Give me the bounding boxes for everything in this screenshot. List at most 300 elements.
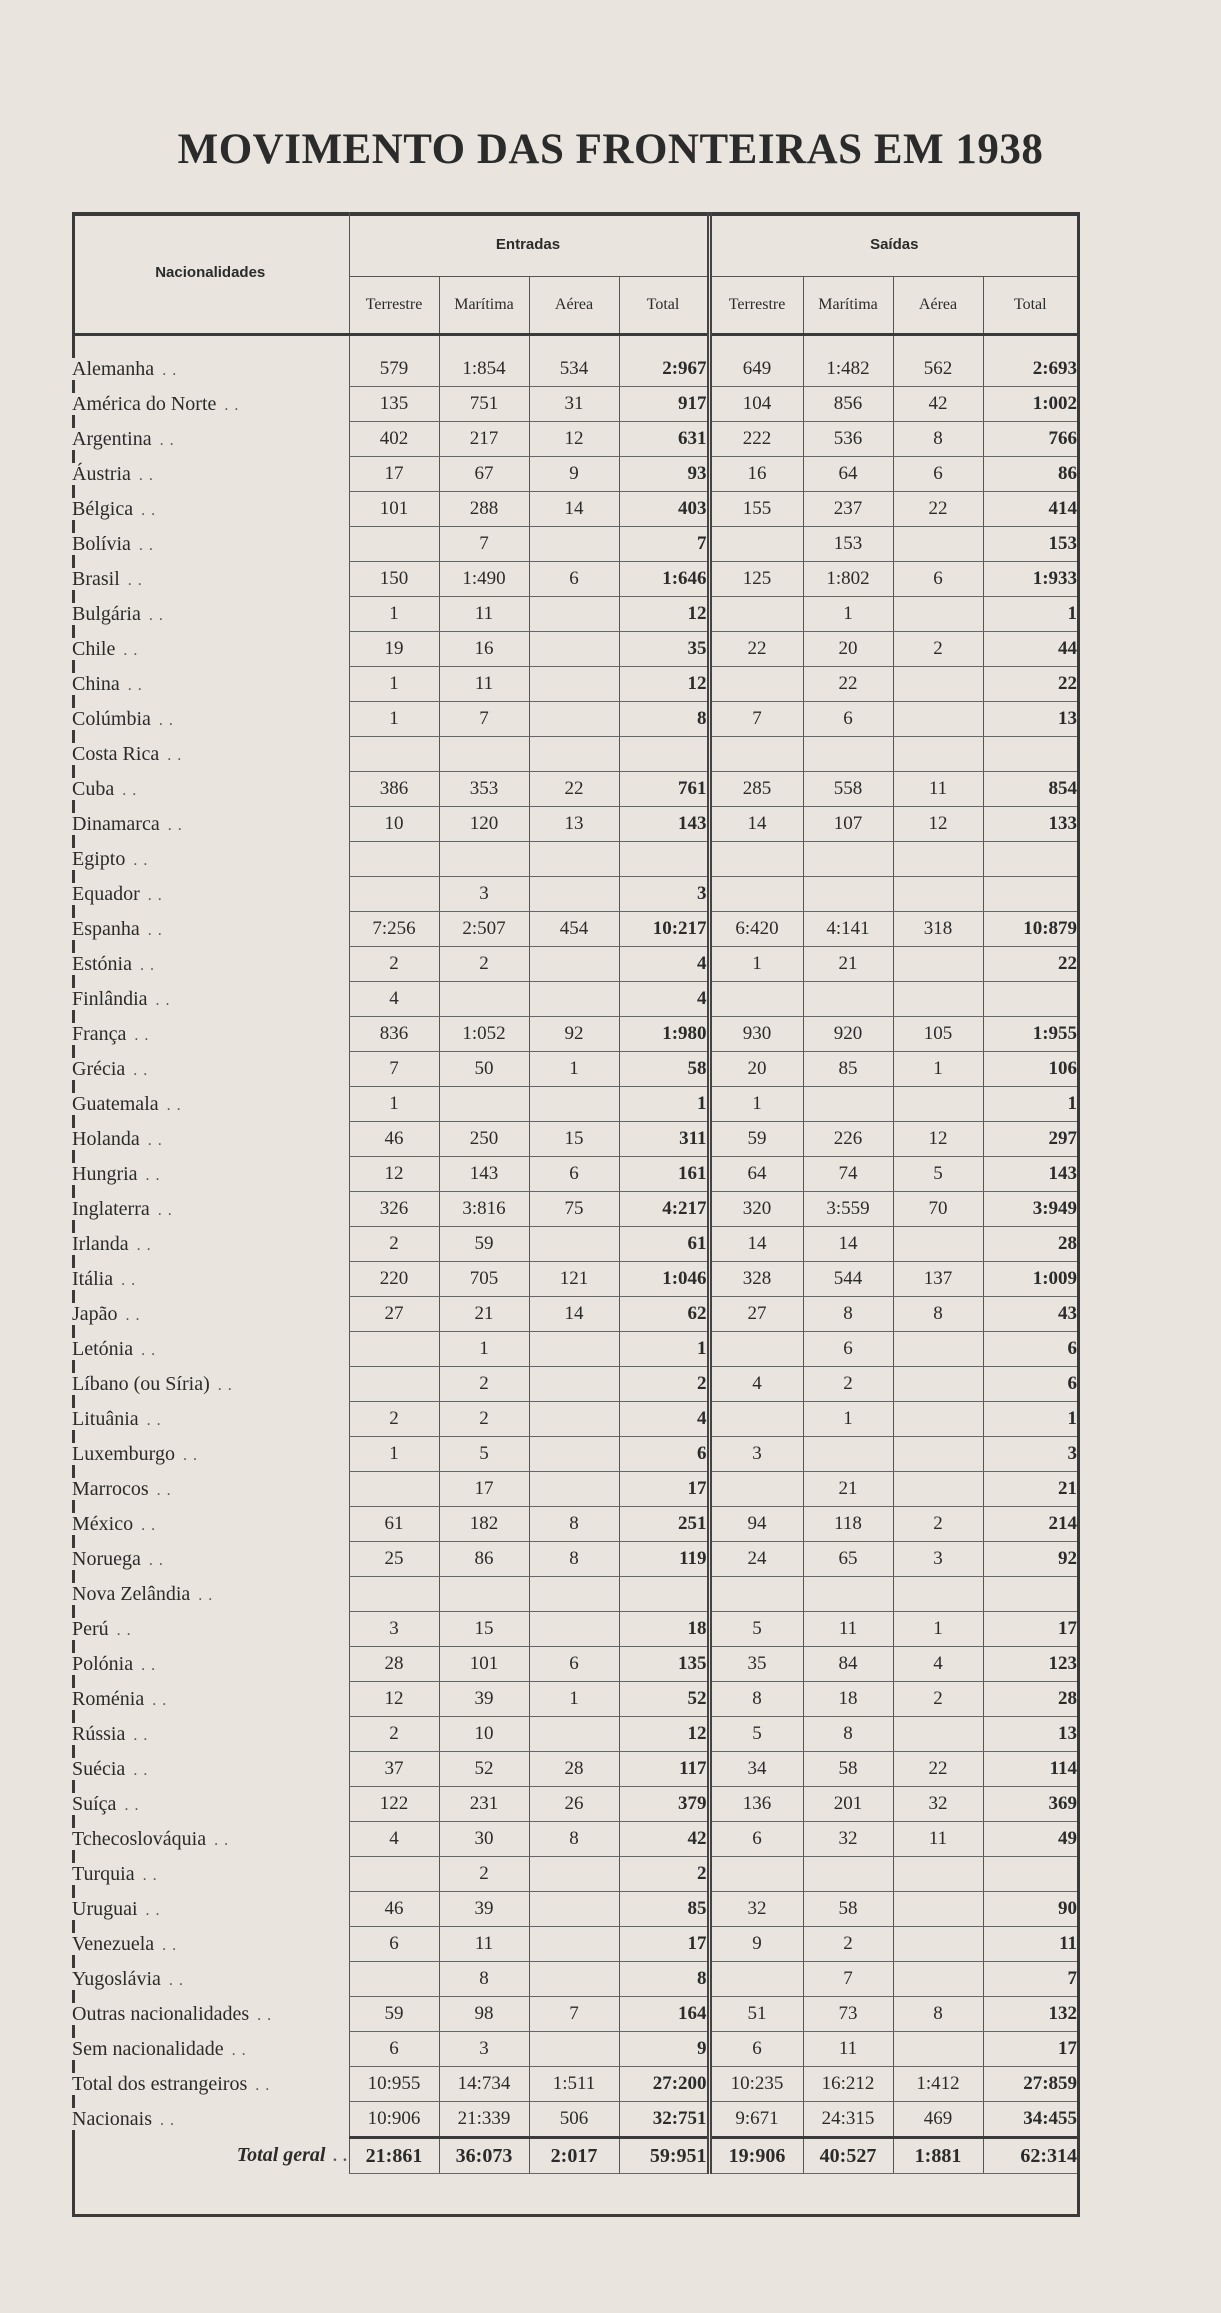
leader-dots: . . <box>250 2076 271 2094</box>
value-cell: 10:955 <box>349 2067 439 2102</box>
nationality-name <box>72 1262 349 1297</box>
value-cell: 6 <box>619 1437 709 1472</box>
value-cell: 28 <box>983 1682 1077 1717</box>
table-row <box>72 1192 1077 1227</box>
value-cell <box>529 842 619 877</box>
value-cell: 13 <box>983 702 1077 737</box>
leader-dots: . . <box>136 1341 157 1359</box>
value-cell: 161 <box>619 1157 709 1192</box>
value-cell: 311 <box>619 1122 709 1157</box>
value-cell: 64 <box>709 1157 803 1192</box>
value-cell <box>893 2032 983 2067</box>
nationality-name <box>72 1297 349 1332</box>
value-cell: 7 <box>439 527 529 562</box>
value-cell: 414 <box>983 492 1077 527</box>
value-cell <box>803 842 893 877</box>
value-cell: 26 <box>529 1787 619 1822</box>
row-label: Venezuela <box>72 1933 157 1955</box>
value-cell: 114 <box>983 1752 1077 1787</box>
value-cell <box>893 1962 983 1997</box>
leader-dots: . . <box>122 676 143 694</box>
table-row <box>72 562 1077 597</box>
value-cell: 6 <box>803 702 893 737</box>
row-label: Alemanha <box>72 358 157 380</box>
leader-dots: . . <box>137 1866 158 1884</box>
value-cell: 11 <box>803 1612 893 1647</box>
value-cell: 5 <box>893 1157 983 1192</box>
leader-dots: . . <box>153 711 174 729</box>
value-cell: 10:879 <box>983 912 1077 947</box>
value-cell <box>439 737 529 772</box>
value-cell: 4:141 <box>803 912 893 947</box>
value-cell: 51 <box>709 1997 803 2032</box>
value-cell: 59 <box>709 1122 803 1157</box>
leader-dots: . . <box>136 1516 157 1534</box>
table-row <box>72 737 1077 772</box>
value-cell <box>619 1577 709 1612</box>
value-cell: 854 <box>983 772 1077 807</box>
nationality-name <box>72 1192 349 1227</box>
value-cell: 386 <box>349 772 439 807</box>
row-label: Egipto <box>72 848 128 870</box>
row-label: Chile <box>72 638 118 660</box>
leader-dots: . . <box>163 1971 184 1989</box>
value-cell <box>529 1927 619 1962</box>
leader-dots: . . <box>111 1621 132 1639</box>
value-cell <box>349 527 439 562</box>
value-cell <box>893 1332 983 1367</box>
value-cell: 92 <box>529 1017 619 1052</box>
nationality-name <box>72 1612 349 1647</box>
value-cell: 46 <box>349 1892 439 1927</box>
leader-dots: . . <box>252 2006 273 2024</box>
nationality-name <box>72 1332 349 1367</box>
value-cell <box>349 842 439 877</box>
value-cell: 11 <box>439 667 529 702</box>
value-cell: 61 <box>349 1507 439 1542</box>
row-label: Bélgica <box>72 498 136 520</box>
value-cell <box>893 842 983 877</box>
value-cell: 135 <box>619 1647 709 1682</box>
value-cell <box>529 597 619 632</box>
nationality-name <box>72 1997 349 2032</box>
value-cell: 7 <box>803 1962 893 1997</box>
value-cell <box>983 1577 1077 1612</box>
value-cell: 17 <box>619 1927 709 1962</box>
nationality-name <box>72 1052 349 1087</box>
value-cell <box>439 1087 529 1122</box>
value-cell: 153 <box>803 527 893 562</box>
value-cell: 1 <box>349 702 439 737</box>
value-cell <box>529 632 619 667</box>
leader-dots: . . <box>122 571 143 589</box>
value-cell: 32:751 <box>619 2102 709 2138</box>
value-cell <box>709 1962 803 1997</box>
value-cell: 37 <box>349 1752 439 1787</box>
value-cell: 15 <box>529 1122 619 1157</box>
value-cell: 454 <box>529 912 619 947</box>
leader-dots: . . <box>143 606 164 624</box>
row-label: Perú <box>72 1618 112 1640</box>
value-cell: 8 <box>893 1297 983 1332</box>
row-label: Total dos estrangeiros <box>72 2073 250 2095</box>
row-label: Espanha <box>72 918 143 940</box>
value-cell: 182 <box>439 1507 529 1542</box>
table-row <box>72 1402 1077 1437</box>
value-cell <box>893 1577 983 1612</box>
value-cell: 7 <box>709 702 803 737</box>
row-label: Suíça <box>72 1793 119 1815</box>
nationality-name <box>72 1927 349 1962</box>
nationality-name <box>72 457 349 492</box>
value-cell: 150 <box>349 562 439 597</box>
value-cell <box>803 982 893 1017</box>
value-cell: 86 <box>439 1542 529 1577</box>
table-row <box>72 1927 1077 1962</box>
value-cell <box>983 737 1077 772</box>
table-row <box>72 2032 1077 2067</box>
value-cell: 164 <box>619 1997 709 2032</box>
table-row <box>72 912 1077 947</box>
leader-dots: . . <box>154 431 175 449</box>
value-cell: 12 <box>349 1682 439 1717</box>
value-cell: 3:559 <box>803 1192 893 1227</box>
value-cell: 18 <box>803 1682 893 1717</box>
value-cell: 58 <box>803 1752 893 1787</box>
value-cell <box>529 1087 619 1122</box>
value-cell: 12 <box>619 667 709 702</box>
value-cell <box>529 702 619 737</box>
leader-dots: . . <box>135 956 155 974</box>
leader-dots: . . <box>212 1376 233 1394</box>
value-cell: 3 <box>893 1542 983 1577</box>
value-cell: 917 <box>619 387 709 422</box>
nationality-name <box>72 1822 349 1857</box>
value-cell: 49 <box>983 1822 1077 1857</box>
value-cell: 155 <box>709 492 803 527</box>
value-cell: 353 <box>439 772 529 807</box>
nationality-name <box>72 1472 349 1507</box>
table-row <box>72 807 1077 842</box>
leader-dots: . . <box>209 1831 230 1849</box>
header-entries-total: Total <box>619 277 709 335</box>
row-label: Hungria <box>72 1163 141 1185</box>
value-cell: 6 <box>893 562 983 597</box>
nationality-name <box>72 1542 349 1577</box>
value-cell <box>893 877 983 912</box>
value-cell: 117 <box>619 1752 709 1787</box>
value-cell: 3 <box>439 2032 529 2067</box>
value-cell <box>893 1857 983 1892</box>
nationality-name <box>72 1682 349 1717</box>
table-row <box>72 1087 1077 1122</box>
value-cell: 328 <box>709 1262 803 1297</box>
value-cell: 6 <box>529 1647 619 1682</box>
value-cell: 17 <box>983 1612 1077 1647</box>
nationality-name <box>72 737 349 772</box>
value-cell: 22 <box>709 632 803 667</box>
table-row <box>72 1822 1077 1857</box>
value-cell: 70 <box>893 1192 983 1227</box>
value-cell: 201 <box>803 1787 893 1822</box>
value-cell: 104 <box>709 387 803 422</box>
value-cell: 2 <box>893 1507 983 1542</box>
value-cell <box>529 947 619 982</box>
value-cell: 1:046 <box>619 1262 709 1297</box>
value-cell: 22 <box>893 1752 983 1787</box>
value-cell: 74 <box>803 1157 893 1192</box>
value-cell: 39 <box>439 1892 529 1927</box>
leader-dots: . . <box>147 1691 168 1709</box>
value-cell: 17 <box>439 1472 529 1507</box>
table-row <box>72 2102 1077 2138</box>
nationality-name <box>72 842 349 877</box>
value-cell: 5 <box>709 1612 803 1647</box>
value-cell: 119 <box>619 1542 709 1577</box>
value-cell: 12 <box>619 597 709 632</box>
value-cell: 4 <box>709 1367 803 1402</box>
value-cell: 1 <box>529 1682 619 1717</box>
value-cell: 85 <box>619 1892 709 1927</box>
value-cell: 1:002 <box>983 387 1077 422</box>
table-row <box>72 1857 1077 1892</box>
value-cell: 920 <box>803 1017 893 1052</box>
value-cell: 10:217 <box>619 912 709 947</box>
value-cell: 761 <box>619 772 709 807</box>
value-cell: 1 <box>709 947 803 982</box>
value-cell: 8 <box>529 1822 619 1857</box>
value-cell: 35 <box>619 632 709 667</box>
value-cell <box>709 1332 803 1367</box>
value-cell: 3 <box>619 877 709 912</box>
value-cell <box>349 1472 439 1507</box>
row-label: Colúmbia <box>72 708 154 730</box>
leader-dots: . . <box>142 1131 163 1149</box>
row-label: Nacionais <box>72 2108 155 2130</box>
value-cell: 14 <box>529 1297 619 1332</box>
table-row <box>72 1437 1077 1472</box>
value-cell <box>529 2032 619 2067</box>
value-cell: 58 <box>619 1052 709 1087</box>
value-cell <box>803 1087 893 1122</box>
value-cell: 10 <box>349 807 439 842</box>
value-cell: 4 <box>619 982 709 1017</box>
value-cell: 1 <box>893 1612 983 1647</box>
value-cell <box>349 737 439 772</box>
value-cell: 231 <box>439 1787 529 1822</box>
value-cell: 2 <box>439 1402 529 1437</box>
value-cell: 32 <box>893 1787 983 1822</box>
row-label: Total geral <box>237 2144 329 2166</box>
value-cell <box>893 1717 983 1752</box>
value-cell: 11 <box>803 2032 893 2067</box>
value-cell: 6:420 <box>709 912 803 947</box>
value-cell <box>619 737 709 772</box>
leader-dots: . . <box>143 1551 164 1569</box>
value-cell: 98 <box>439 1997 529 2032</box>
value-cell: 135 <box>349 387 439 422</box>
nationality-name <box>72 1892 349 1927</box>
nationality-name <box>72 492 349 527</box>
value-cell: 4 <box>619 947 709 982</box>
value-cell: 153 <box>983 527 1077 562</box>
value-cell: 15 <box>439 1612 529 1647</box>
value-cell <box>529 527 619 562</box>
value-cell: 11 <box>893 1822 983 1857</box>
nationality-name <box>72 1437 349 1472</box>
nationality-name <box>72 667 349 702</box>
value-cell: 8 <box>803 1297 893 1332</box>
value-cell: 20 <box>803 632 893 667</box>
row-label: Itália <box>72 1268 116 1290</box>
value-cell: 536 <box>803 422 893 457</box>
value-cell <box>529 1367 619 1402</box>
value-cell: 1 <box>529 1052 619 1087</box>
value-cell: 4 <box>349 982 439 1017</box>
value-cell <box>529 1332 619 1367</box>
value-cell: 17 <box>349 457 439 492</box>
value-cell: 3 <box>349 1612 439 1647</box>
value-cell: 2 <box>893 632 983 667</box>
value-cell: 43 <box>983 1297 1077 1332</box>
row-label: Holanda <box>72 1128 143 1150</box>
value-cell: 1:881 <box>893 2138 983 2174</box>
row-label: Rússia <box>72 1723 128 1745</box>
row-label: Argentina <box>72 428 155 450</box>
value-cell: 6 <box>349 2032 439 2067</box>
value-cell: 237 <box>803 492 893 527</box>
value-cell: 28 <box>983 1227 1077 1262</box>
value-cell: 120 <box>439 807 529 842</box>
value-cell: 1 <box>349 1087 439 1122</box>
value-cell: 32 <box>709 1892 803 1927</box>
row-label: México <box>72 1513 136 1535</box>
value-cell <box>709 667 803 702</box>
value-cell <box>983 842 1077 877</box>
value-cell <box>709 842 803 877</box>
value-cell: 101 <box>439 1647 529 1682</box>
value-cell: 8 <box>619 702 709 737</box>
value-cell: 7 <box>619 527 709 562</box>
row-label: Bulgária <box>72 603 144 625</box>
value-cell: 4 <box>893 1647 983 1682</box>
value-cell: 21 <box>439 1297 529 1332</box>
value-cell: 121 <box>529 1262 619 1297</box>
leader-dots: . . <box>129 1026 150 1044</box>
value-cell: 16 <box>709 457 803 492</box>
value-cell <box>709 877 803 912</box>
value-cell: 90 <box>983 1892 1077 1927</box>
value-cell: 14:734 <box>439 2067 529 2102</box>
value-cell: 2:967 <box>619 352 709 387</box>
nationality-name <box>72 352 349 387</box>
nationality-name <box>72 1962 349 1997</box>
value-cell: 46 <box>349 1122 439 1157</box>
value-cell: 19 <box>349 632 439 667</box>
grand-total-label <box>72 2138 349 2174</box>
nationality-name <box>72 1752 349 1787</box>
value-cell: 1 <box>619 1332 709 1367</box>
table-row <box>72 1962 1077 1997</box>
row-label: Suécia <box>72 1758 128 1780</box>
value-cell: 17 <box>619 1472 709 1507</box>
header-exits-total: Total <box>983 277 1077 335</box>
value-cell <box>439 1577 529 1612</box>
table-row <box>72 1472 1077 1507</box>
value-cell: 1 <box>803 597 893 632</box>
row-label: Estónia <box>72 953 135 975</box>
nationality-name <box>72 1787 349 1822</box>
table-row <box>72 1647 1077 1682</box>
value-cell <box>529 1612 619 1647</box>
value-cell: 7 <box>349 1052 439 1087</box>
value-cell: 285 <box>709 772 803 807</box>
value-cell: 62 <box>619 1297 709 1332</box>
value-cell <box>893 1472 983 1507</box>
row-label: Grécia <box>72 1058 128 1080</box>
value-cell <box>803 1437 893 1472</box>
value-cell <box>349 1857 439 1892</box>
leader-dots: . . <box>328 2148 349 2165</box>
value-cell: 1 <box>983 1087 1077 1122</box>
value-cell: 6 <box>709 2032 803 2067</box>
value-cell: 2 <box>619 1367 709 1402</box>
value-cell: 222 <box>709 422 803 457</box>
value-cell: 2 <box>803 1367 893 1402</box>
value-cell: 1 <box>983 1402 1077 1437</box>
value-cell: 379 <box>619 1787 709 1822</box>
row-label: Tchecoslováquia <box>72 1828 209 1850</box>
table-row <box>72 1612 1077 1647</box>
value-cell: 8 <box>439 1962 529 1997</box>
leader-dots: . . <box>136 1656 157 1674</box>
value-cell: 22 <box>803 667 893 702</box>
header-entries: Entradas <box>349 212 709 277</box>
value-cell: 705 <box>439 1262 529 1297</box>
value-cell: 16 <box>439 632 529 667</box>
value-cell: 125 <box>709 562 803 597</box>
value-cell: 14 <box>803 1227 893 1262</box>
value-cell: 297 <box>983 1122 1077 1157</box>
value-cell <box>349 1367 439 1402</box>
value-cell: 1 <box>349 597 439 632</box>
value-cell <box>709 1857 803 1892</box>
value-cell: 10 <box>439 1717 529 1752</box>
row-label: Líbano (ou Síria) <box>72 1373 213 1395</box>
row-label: Bolívia <box>72 533 134 555</box>
value-cell <box>529 1577 619 1612</box>
leader-dots: . . <box>140 1166 161 1184</box>
value-cell: 24:315 <box>803 2102 893 2138</box>
row-label: Finlândia <box>72 988 151 1010</box>
value-cell: 10:906 <box>349 2102 439 2138</box>
table-row <box>72 1122 1077 1157</box>
value-cell <box>529 1437 619 1472</box>
value-cell: 2 <box>349 1402 439 1437</box>
nationality-name <box>72 982 349 1017</box>
row-label: Uruguai <box>72 1898 141 1920</box>
table-row <box>72 1157 1077 1192</box>
value-cell: 107 <box>803 807 893 842</box>
value-cell: 369 <box>983 1787 1077 1822</box>
table-row <box>72 457 1077 492</box>
value-cell: 2:693 <box>983 352 1077 387</box>
table-row <box>72 1297 1077 1332</box>
leader-dots: . . <box>131 1236 152 1254</box>
value-cell <box>529 1402 619 1437</box>
value-cell: 5 <box>439 1437 529 1472</box>
value-cell: 28 <box>529 1752 619 1787</box>
